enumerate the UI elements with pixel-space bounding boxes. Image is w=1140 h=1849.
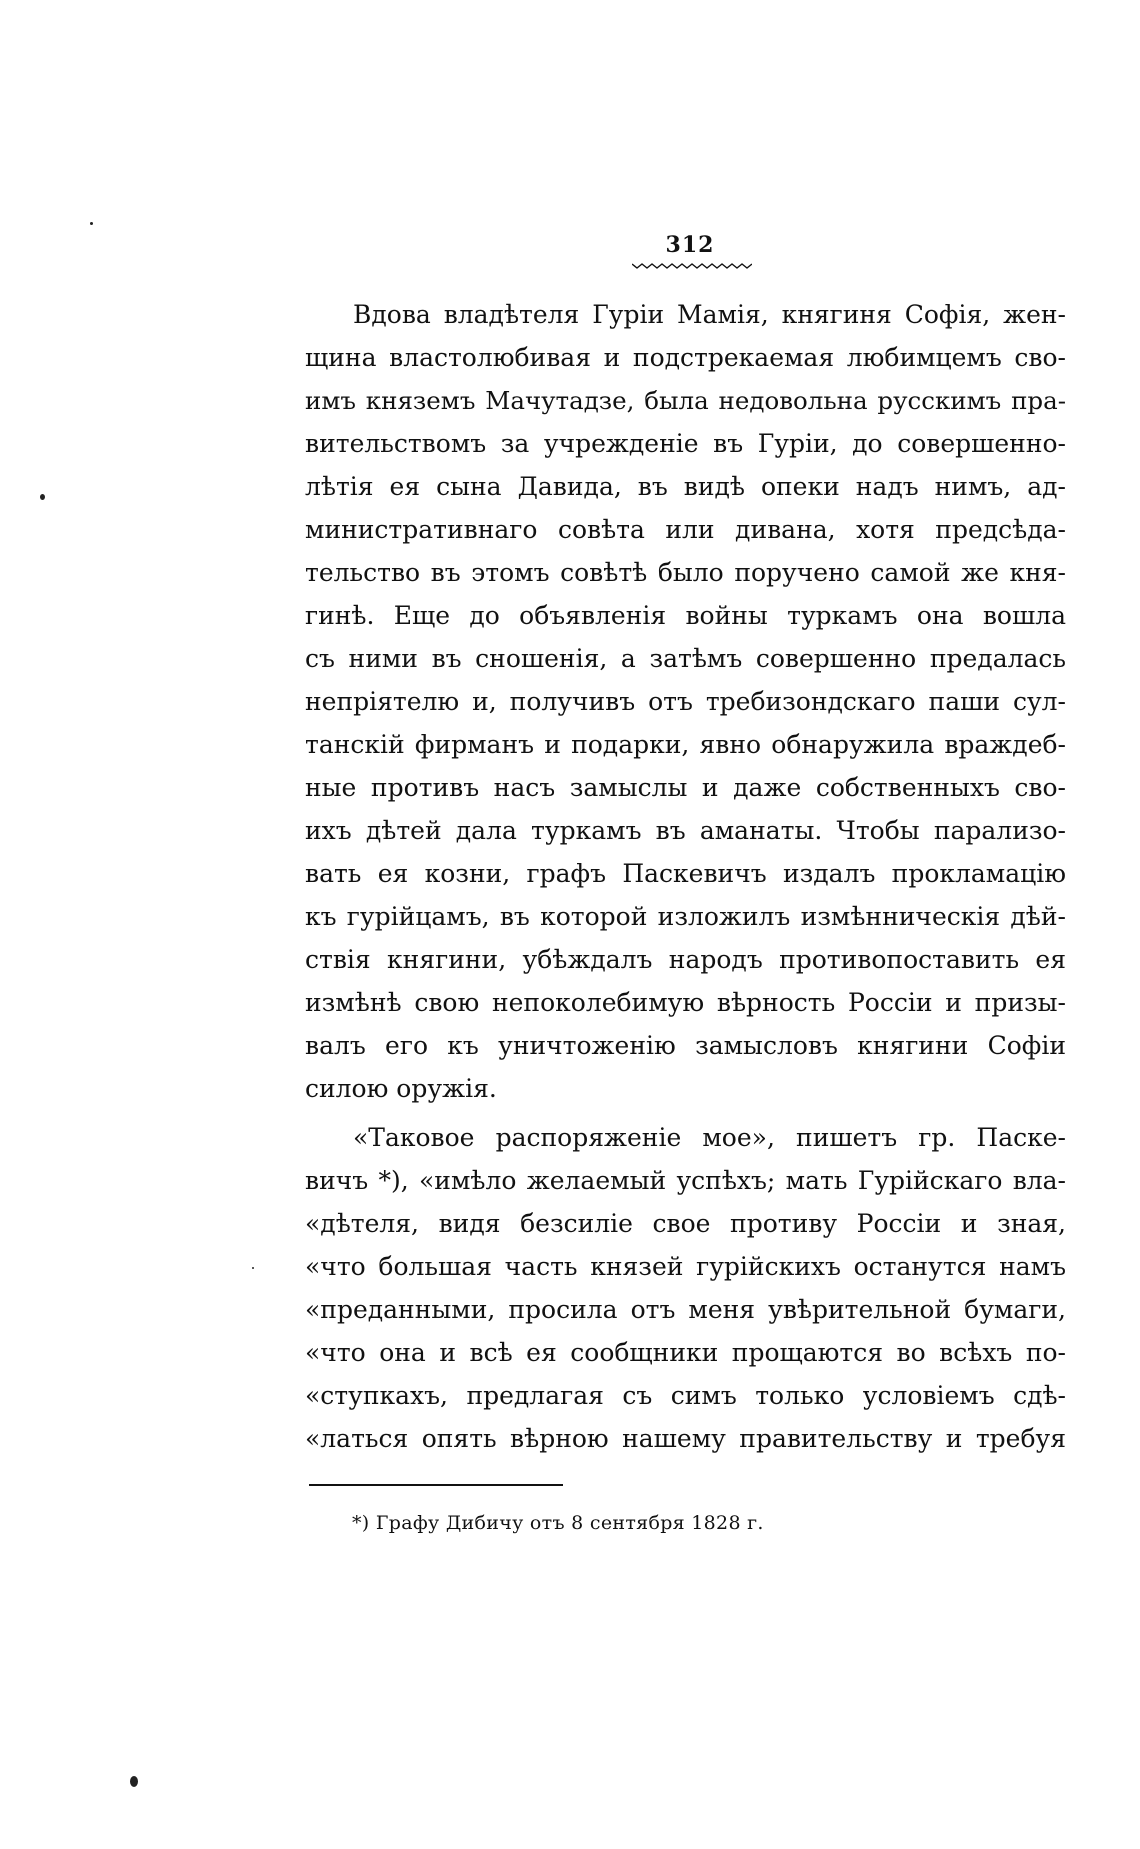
text-line: «преданными, просила отъ меня увѣрительной бумаги, (305, 1295, 1066, 1324)
scan-speck (130, 1776, 138, 1787)
text-line: ствія княгини, убѣждалъ народъ противопоставить ея (305, 945, 1066, 974)
text-line: измѣнѣ свою непоколебимую вѣрность Россіи и призы- (305, 988, 1066, 1017)
text-line: къ гурійцамъ, въ которой изложилъ измѣнническія дѣй- (305, 902, 1066, 931)
text-line: ихъ дѣтей дала туркамъ въ аманаты. Чтобы парализо- (305, 816, 1066, 845)
text-line: имъ княземъ Мачутадзе, была недовольна русскимъ пра- (305, 386, 1066, 415)
text-line: щина властолюбивая и подстрекаемая любимцемъ сво- (305, 343, 1066, 372)
text-line: лѣтія ея сына Давида, въ видѣ опеки надъ нимъ, ад- (305, 472, 1066, 501)
paragraph-1 (305, 293, 1066, 1110)
text-line: гинѣ. Еще до объявленія войны туркамъ она вошла (305, 601, 1066, 630)
text-line: танскій фирманъ и подарки, явно обнаружила враждеб- (305, 730, 1066, 759)
text-line: валъ его къ уничтоженію замысловъ княгини Софіи (305, 1031, 1066, 1060)
scan-speck (252, 1267, 254, 1269)
page-number: 312 (665, 232, 715, 258)
text-line: силою оружія. (305, 1074, 497, 1103)
text-line: «латься опять вѣрною нашему правительству и требуя (305, 1424, 1066, 1453)
text-line: «ступкахъ, предлагая съ симъ только условіемъ сдѣ- (305, 1381, 1066, 1410)
text-line: министративнаго совѣта или дивана, хотя предсѣда- (305, 515, 1066, 544)
text-line: Вдова владѣтеля Гуріи Мамія, княгиня Софія, жен- (353, 300, 1066, 329)
text-line: «что большая часть князей гурійскихъ останутся намъ (305, 1252, 1066, 1281)
text-line: тельство въ этомъ совѣтѣ было поручено самой же кня- (305, 558, 1066, 587)
scan-speck (90, 222, 93, 225)
paragraph-2 (305, 1116, 1066, 1460)
scan-speck (40, 494, 45, 500)
page-number-ornament (632, 262, 752, 270)
text-line: вать ея козни, графъ Паскевичъ издалъ прокламацію (305, 859, 1066, 888)
text-line: съ ними въ сношенія, а затѣмъ совершенно предалась (305, 644, 1066, 673)
footnote-divider (309, 1484, 563, 1486)
text-line: ные противъ насъ замыслы и даже собственныхъ сво- (305, 773, 1066, 802)
footnote: *) Графу Дибичу отъ 8 сентября 1828 г. (352, 1512, 764, 1534)
body-text (305, 293, 1066, 1460)
text-line: непріятелю и, получивъ отъ требизондскаго паши сул- (305, 687, 1066, 716)
text-line: «дѣтеля, видя безсиліе свое противу Россіи и зная, (305, 1209, 1066, 1238)
text-line: «что она и всѣ ея сообщники прощаются во всѣхъ по- (305, 1338, 1066, 1367)
text-line: «Таковое распоряженіе мое», пишетъ гр. Паске- (353, 1123, 1066, 1152)
text-line: вительствомъ за учрежденіе въ Гуріи, до совершенно- (305, 429, 1066, 458)
text-line: вичъ *), «имѣло желаемый успѣхъ; мать Гурійскаго вла- (305, 1166, 1066, 1195)
